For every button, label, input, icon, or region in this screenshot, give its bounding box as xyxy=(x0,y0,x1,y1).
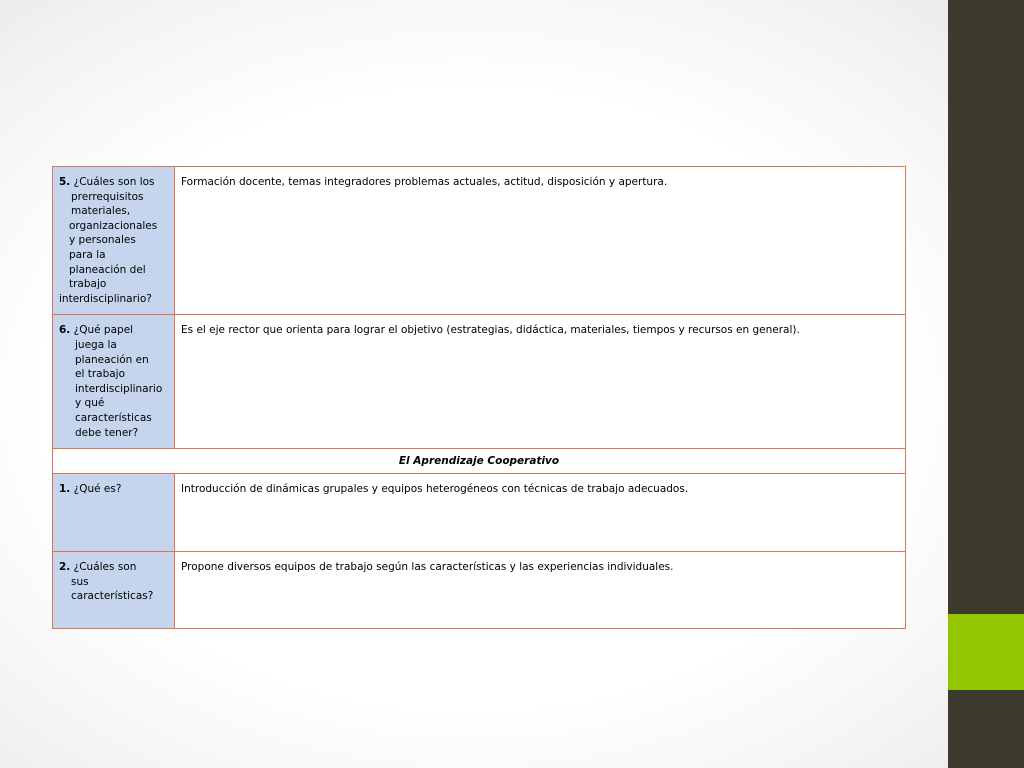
question-line: debe tener? xyxy=(75,426,139,439)
table-row xyxy=(53,474,906,552)
question-line: y qué xyxy=(75,397,105,410)
question-line: ¿Cuáles son xyxy=(73,561,137,574)
question-number: 2. xyxy=(59,561,71,574)
answer-cell xyxy=(175,167,906,315)
table-row xyxy=(53,315,906,449)
question-line: el trabajo xyxy=(75,368,126,381)
section-header-row xyxy=(53,449,906,474)
question-cell xyxy=(53,474,175,552)
question-line: ¿Cuáles son los xyxy=(73,176,155,188)
question-line: planeación del xyxy=(69,263,146,276)
question-line: trabajo xyxy=(69,278,107,291)
question-line: organizacionales xyxy=(69,219,158,232)
sidebar-decoration xyxy=(948,0,1024,768)
question-line: para la xyxy=(69,248,106,261)
question-line: características xyxy=(75,411,152,424)
question-number: 1. xyxy=(59,483,71,496)
question-line: interdisciplinario xyxy=(75,382,163,395)
qa-table xyxy=(52,166,906,629)
question-line: juega la xyxy=(75,338,117,351)
answer-cell xyxy=(175,552,906,629)
question-cell xyxy=(53,552,175,629)
table-row xyxy=(53,552,906,629)
question-cell xyxy=(53,315,175,449)
answer-text: Es el eje rector que orienta para lograr el objetivo (estrategias, didáctica, materiales, tiempos y recursos en general). xyxy=(181,324,800,337)
accent-block xyxy=(948,614,1024,690)
question-line: y personales xyxy=(69,234,136,247)
answer-text: Introducción de dinámicas grupales y equipos heterogéneos con técnicas de trabajo adecuados. xyxy=(181,483,689,496)
answer-text: Propone diversos equipos de trabajo según las características y las experiencias individuales. xyxy=(181,561,674,574)
question-line: materiales, xyxy=(71,205,131,218)
question-line: prerrequisitos xyxy=(71,190,144,203)
question-number: 5. xyxy=(59,176,71,188)
section-title: El Aprendizaje Cooperativo xyxy=(53,449,906,474)
question-cell xyxy=(53,167,175,315)
question-line: interdisciplinario? xyxy=(59,292,152,305)
table-row xyxy=(53,167,906,315)
question-line: ¿Qué es? xyxy=(73,483,122,496)
answer-text: Formación docente, temas integradores problemas actuales, actitud, disposición y apertura. xyxy=(181,176,668,188)
question-line: planeación en xyxy=(75,353,149,366)
question-line: ¿Qué papel xyxy=(73,324,134,337)
answer-cell xyxy=(175,315,906,449)
answer-cell xyxy=(175,474,906,552)
question-number: 6. xyxy=(59,324,71,337)
question-line: características? xyxy=(71,590,154,603)
question-line: sus xyxy=(71,575,89,588)
